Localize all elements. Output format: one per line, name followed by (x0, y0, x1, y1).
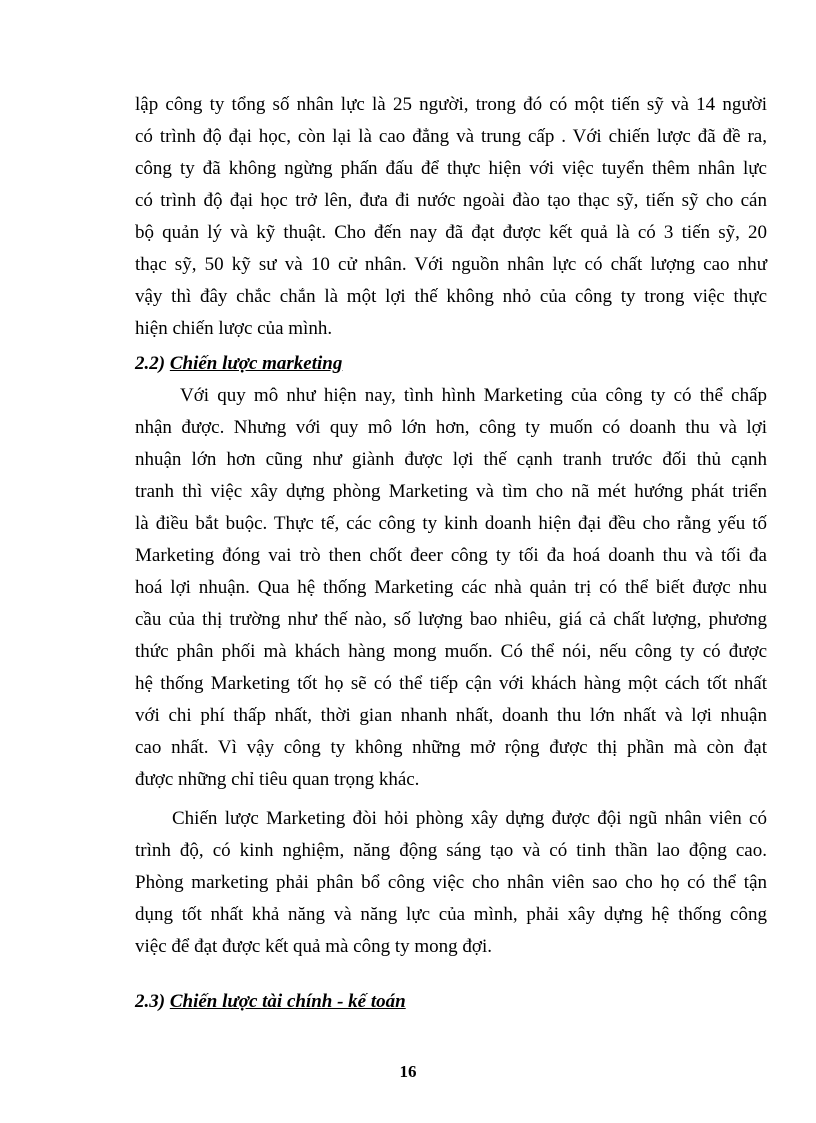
text-line: thạc sỹ, 50 kỹ sư và 10 cử nhân. Với nguồn nhân lực có chất lượng cao như (135, 254, 767, 275)
text-line: công ty đã không ngừng phấn đấu để thực hiện với việc tuyển thêm nhân lực (135, 158, 767, 179)
text-line: tranh thì việc xây dựng phòng Marketing và tìm cho nã mét hướng phát triển (135, 481, 767, 502)
text-line: hệ thống Marketing tốt họ sẽ có thể tiếp cận với khách hàng một cách tốt nhất (135, 673, 767, 694)
section-title: Chiến lược marketing (169, 353, 343, 374)
text-line: là điều bắt buộc. Thực tế, các công ty kinh doanh hiện đại đều cho rằng yếu tố (135, 513, 767, 534)
text-line: nhận được. Nhưng với quy mô lớn hơn, công ty muốn có doanh thu và lợi (135, 417, 767, 438)
section-number: 2.2) (135, 353, 166, 374)
text-line: Phòng marketing phải phân bổ công việc cho nhân viên sao cho họ có thể tận (135, 872, 767, 893)
text-line: hiện chiến lược của mình. (135, 318, 333, 339)
text-line: cầu của thị trường như thế nào, số lượng bao nhiêu, giá cả chất lượng, phương (135, 609, 767, 630)
text-line: hoá lợi nhuận. Qua hệ thống Marketing các nhà quản trị có thể biết được nhu (135, 577, 767, 598)
page-number: 16 (399, 1062, 417, 1081)
text-line: bộ quản lý và kỹ thuật. Cho đến nay đã đạt được kết quả là có 3 tiến sỹ, 20 (135, 222, 767, 243)
section-title: Chiến lược tài chính - kế toán (169, 991, 406, 1012)
text-line: trình độ, có kinh nghiệm, năng động sáng tạo và có tinh thần lao động cao. (135, 840, 767, 861)
text-line: Marketing đóng vai trò then chốt đeer công ty tối đa hoá doanh thu và tối đa (135, 545, 767, 566)
text-line: có trình độ đại học trở lên, đưa đi nước ngoài đào tạo thạc sỹ, tiến sỹ cho cán (135, 190, 767, 211)
text-line: Với quy mô như hiện nay, tình hình Marketing của công ty có thể chấp (180, 385, 767, 406)
text-line: dụng tốt nhất khả năng và năng lực của mình, phải xây dựng hệ thống công (135, 904, 767, 925)
text-line: vậy thì đây chắc chắn là một lợi thế không nhỏ của công ty trong việc thực (135, 286, 767, 307)
text-line: thức phân phối mà khách hàng mong muốn. Có thể nói, nếu công ty có được (135, 641, 767, 662)
text-line: Chiến lược Marketing đòi hỏi phòng xây dựng được đội ngũ nhân viên có (172, 808, 767, 829)
section-heading-2-3 (135, 990, 406, 1014)
text-line: việc để đạt được kết quả mà công ty mong đợi. (135, 936, 492, 957)
text-line: với chi phí thấp nhất, thời gian nhanh nhất, doanh thu lớn nhất và lợi nhuận (135, 705, 767, 726)
section-number: 2.3) (135, 991, 166, 1012)
text-line: được những chỉ tiêu quan trọng khác. (135, 769, 420, 790)
text-line: nhuận lớn hơn cũng như giành được lợi thế cạnh tranh trước đối thủ cạnh (135, 449, 767, 470)
text-line: lập công ty tổng số nhân lực là 25 người, trong đó có một tiến sỹ và 14 người (135, 94, 767, 115)
text-line: có trình độ đại học, còn lại là cao đẳng và trung cấp . Với chiến lược đã đề ra, (135, 126, 767, 147)
text-line: cao nhất. Vì vậy công ty không những mở rộng được thị phần mà còn đạt (135, 737, 767, 758)
section-heading-2-2 (135, 352, 342, 376)
